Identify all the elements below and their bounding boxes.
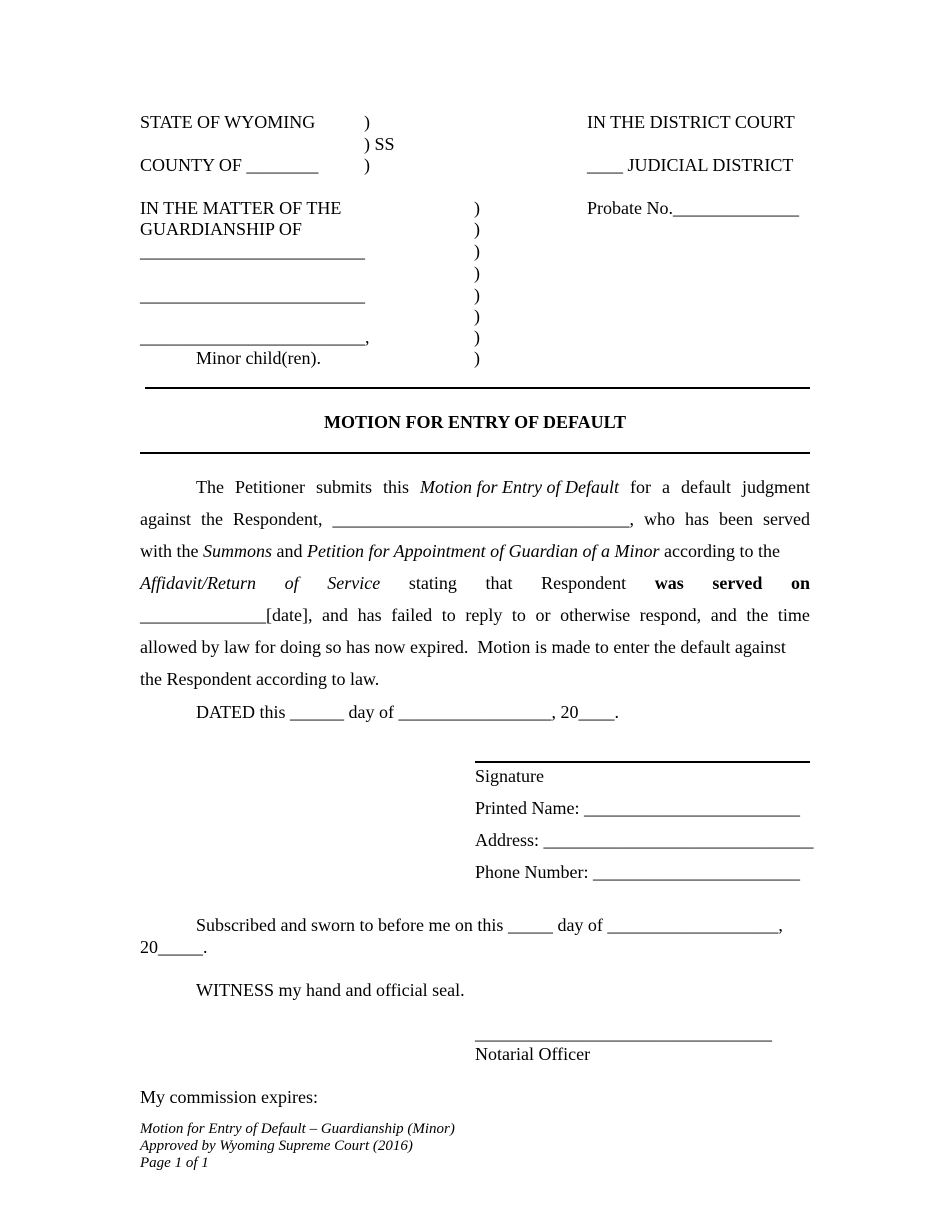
body-line-2: against the Respondent, _________________________________, who has been served	[140, 509, 810, 529]
commission-expires-label: My commission expires:	[140, 1087, 318, 1107]
matter-paren: )	[474, 241, 480, 261]
caption-divider	[145, 387, 810, 389]
matter-paren: )	[474, 263, 480, 283]
court-label: IN THE DISTRICT COURT	[587, 112, 795, 132]
address-field[interactable]: Address: ______________________________	[475, 830, 814, 850]
child-name-field-2[interactable]: _________________________	[140, 285, 365, 305]
body-line-5: ______________[date], and has failed to reply to or otherwise respond, and the time	[140, 605, 810, 625]
notarial-officer-label: Notarial Officer	[475, 1044, 591, 1064]
body-line-4: Affidavit/Return of Service stating that Respondent was served on	[140, 573, 810, 593]
matter-line-2: GUARDIANSHIP OF	[140, 219, 302, 239]
sworn-line-1[interactable]: Subscribed and sworn to before me on this _____ day of ___________________,	[196, 915, 783, 935]
served-date-field[interactable]: ______________[date],	[140, 605, 313, 625]
child-name-field-3[interactable]: _________________________,	[140, 327, 370, 347]
witness-line: WITNESS my hand and official seal.	[196, 980, 465, 1000]
county-label: COUNTY OF ________	[140, 155, 319, 175]
signature-label: Signature	[475, 766, 544, 786]
footer-form-name: Motion for Entry of Default – Guardianship (Minor)	[140, 1121, 455, 1137]
probate-number-field[interactable]: Probate No.______________	[587, 198, 799, 218]
matter-paren: )	[474, 198, 480, 218]
state-label: STATE OF WYOMING	[140, 112, 316, 132]
matter-paren: )	[474, 285, 480, 305]
dated-line[interactable]: DATED this ______ day of _________________, 20____.	[196, 702, 619, 722]
caption-paren: )	[364, 112, 370, 132]
matter-paren: )	[474, 306, 480, 326]
matter-line-1: IN THE MATTER OF THE	[140, 198, 342, 218]
matter-paren: )	[474, 219, 480, 239]
footer-page-number: Page 1 of 1	[140, 1155, 209, 1171]
body-line-7: the Respondent according to law.	[140, 669, 380, 689]
sworn-line-2[interactable]: 20_____.	[140, 937, 208, 957]
matter-paren: )	[474, 327, 480, 347]
caption-paren: )	[364, 155, 370, 175]
notary-signature-field[interactable]: _________________________________	[475, 1023, 772, 1043]
child-name-field-1[interactable]: _________________________	[140, 241, 365, 261]
printed-name-field[interactable]: Printed Name: ________________________	[475, 798, 800, 818]
signature-line[interactable]	[475, 761, 810, 763]
title-divider	[140, 452, 810, 454]
minor-children-label: Minor child(ren).	[196, 348, 321, 368]
body-line-6: allowed by law for doing so has now expired. Motion is made to enter the default against	[140, 637, 786, 657]
respondent-name-field[interactable]: _________________________________,	[332, 509, 634, 529]
district-label: ____ JUDICIAL DISTRICT	[587, 155, 794, 175]
body-line-3: with the Summons and Petition for Appointment of Guardian of a Minor according to the	[140, 541, 780, 561]
document-title: MOTION FOR ENTRY OF DEFAULT	[323, 412, 627, 432]
body-line-1: The Petitioner submits this Motion for Entry of Default for a default judgment	[196, 477, 810, 497]
ss-label: ) SS	[364, 134, 395, 154]
matter-paren: )	[474, 348, 480, 368]
footer-approval: Approved by Wyoming Supreme Court (2016)	[140, 1138, 413, 1154]
phone-number-field[interactable]: Phone Number: _______________________	[475, 862, 800, 882]
